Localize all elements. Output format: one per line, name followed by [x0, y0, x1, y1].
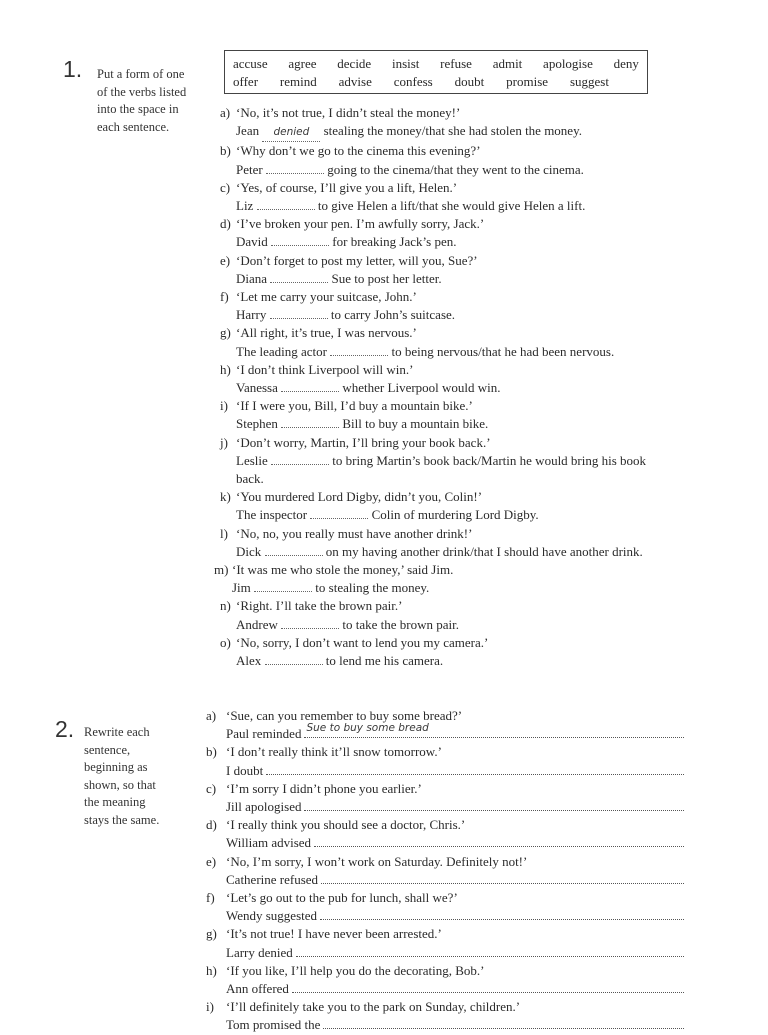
item-label: n): [220, 598, 231, 614]
item-rest: Sue to post her letter.: [331, 270, 442, 286]
rewrite-start: Wendy suggested: [226, 908, 318, 924]
item-blank[interactable]: [271, 245, 329, 246]
exercise-2-instruction: [84, 724, 184, 829]
item-rest: whether Liverpool would win.: [342, 380, 501, 396]
item-prompt: ‘All right, it’s true, I was nervous.’: [236, 325, 417, 341]
exercise-2-list: [206, 707, 684, 1035]
rewrite-line: [226, 798, 684, 816]
item-blank[interactable]: [262, 122, 320, 142]
item-rest: to give Helen a lift/that she would give Helen a lift.: [317, 198, 586, 214]
item-prompt: ‘I don’t think Liverpool will win.’: [236, 361, 414, 377]
item-label: h): [220, 361, 231, 377]
item-blank[interactable]: [271, 464, 329, 465]
rewrite-start: Larry denied: [226, 944, 293, 960]
item-blank[interactable]: [310, 518, 368, 519]
exercise-2-item: [206, 853, 684, 889]
item-rest: to take the brown pair.: [342, 616, 459, 632]
item-label: i): [206, 999, 214, 1015]
verb-word: remind: [279, 74, 317, 89]
verb-list-box: [224, 50, 648, 94]
item-prompt: ‘No, no, you really must have another drink!’: [236, 525, 473, 541]
rewrite-blank[interactable]: [304, 798, 684, 811]
item-subject: Leslie: [236, 452, 268, 468]
item-rest: to stealing the money.: [315, 580, 430, 596]
item-prompt: ‘Let’s go out to the pub for lunch, shall we?’: [226, 890, 458, 906]
item-blank[interactable]: [257, 209, 315, 210]
item-blank[interactable]: [265, 555, 323, 556]
exercise-2-item: [206, 816, 684, 852]
item-answer-line: [236, 543, 670, 561]
exercise-2-item: [206, 780, 684, 816]
item-prompt: ‘No, sorry, I don’t want to lend you my camera.’: [236, 634, 489, 650]
handwritten-answer: denied: [273, 126, 310, 139]
verb-word: insist: [391, 56, 420, 71]
item-rest: for breaking Jack’s pen.: [332, 234, 457, 250]
item-label: f): [220, 289, 229, 305]
item-prompt: ‘If I were you, Bill, I’d buy a mountain bike.’: [236, 398, 473, 414]
item-rest: to lend me his camera.: [325, 653, 444, 669]
item-rest: going to the cinema/that they went to the cinema.: [327, 161, 584, 177]
item-label: j): [220, 434, 228, 450]
exercise-2-number: 2.: [55, 716, 75, 742]
item-answer-line: [236, 452, 670, 488]
item-blank[interactable]: [265, 664, 323, 665]
item-answer-line: [236, 122, 670, 142]
item-label: b): [206, 744, 217, 760]
exercise-2-item: [206, 925, 684, 961]
item-label: d): [220, 216, 231, 232]
exercise-2-item: [206, 962, 684, 998]
rewrite-blank[interactable]: [320, 907, 684, 920]
exercise-2-item: [206, 889, 684, 925]
exercise-1-item: [220, 252, 670, 288]
item-answer-line: [236, 161, 670, 179]
exercise-1-item: [220, 634, 670, 670]
item-label: o): [220, 634, 231, 650]
item-label: g): [206, 926, 217, 942]
item-label: g): [220, 325, 231, 341]
item-rest: stealing the money/that she had stolen the money.: [323, 123, 582, 139]
item-blank[interactable]: [281, 391, 339, 392]
item-rest: on my having another drink/that I should have another drink.: [325, 543, 643, 559]
rewrite-line: [226, 944, 684, 962]
instruction-line: sentence,: [84, 742, 131, 757]
item-subject: The leading actor: [236, 343, 327, 359]
exercise-1-instruction: [97, 66, 207, 136]
item-subject: Harry: [236, 307, 267, 323]
item-subject: Jean: [236, 123, 260, 139]
verb-word: decide: [337, 56, 372, 71]
rewrite-start: William advised: [226, 835, 312, 851]
item-label: c): [220, 179, 231, 195]
instruction-line: the meaning: [84, 795, 146, 809]
exercise-1-item: [220, 288, 670, 324]
item-blank[interactable]: [281, 427, 339, 428]
verb-word: advise: [338, 74, 372, 89]
item-subject: Diana: [236, 270, 268, 286]
item-prompt: ‘Yes, of course, I’ll give you a lift, Helen.’: [236, 179, 458, 195]
exercise-1-item: [220, 104, 670, 142]
item-label: d): [206, 817, 217, 833]
item-subject: Jim: [232, 580, 251, 596]
verb-word: agree: [288, 56, 317, 71]
item-prompt: ‘Don’t worry, Martin, I’ll bring your book back.’: [236, 434, 491, 450]
rewrite-start: Ann offered: [226, 981, 289, 997]
item-prompt: ‘I’ll definitely take you to the park on Sunday, children.’: [226, 999, 521, 1015]
rewrite-blank[interactable]: [304, 722, 684, 738]
instruction-line: beginning as: [84, 760, 148, 774]
exercise-1-list: [214, 104, 670, 670]
exercise-2-item: [206, 707, 684, 743]
exercise-1-item: [220, 215, 670, 251]
item-answer-line: [236, 506, 670, 524]
rewrite-line: [226, 834, 684, 852]
verb-list-row: [233, 73, 639, 91]
rewrite-start: Paul reminded: [226, 726, 302, 742]
item-subject: The inspector: [236, 507, 308, 523]
verb-word: confess: [393, 74, 433, 89]
rewrite-line: [226, 1016, 684, 1034]
exercise-1-item: [220, 324, 670, 360]
item-subject: Alex: [236, 653, 262, 669]
rewrite-line: [226, 907, 684, 925]
item-prompt: ‘Let me carry your suitcase, John.’: [236, 289, 417, 305]
exercise-1-item: [220, 597, 670, 633]
item-label: a): [206, 708, 217, 723]
item-label: f): [206, 890, 215, 906]
verb-word: admit: [492, 56, 523, 71]
item-prompt: ‘Sue, can you remember to buy some bread?’: [226, 708, 463, 723]
item-answer-line: [232, 579, 670, 597]
item-prompt: ‘No, I’m sorry, I won’t work on Saturday. Definitely not!’: [226, 853, 528, 869]
rewrite-start: Tom promised the: [226, 1017, 321, 1033]
item-prompt: ‘If you like, I’ll help you do the decorating, Bob.’: [226, 962, 485, 978]
item-label: l): [220, 525, 228, 541]
verb-word: doubt: [454, 74, 485, 89]
item-label: i): [220, 398, 228, 414]
item-label: a): [220, 105, 231, 120]
exercise-1-item: [220, 434, 670, 489]
rewrite-blank[interactable]: [292, 980, 684, 993]
item-prompt: ‘I really think you should see a doctor, Chris.’: [226, 817, 466, 833]
item-blank[interactable]: [330, 355, 388, 356]
rewrite-line: [226, 762, 684, 780]
rewrite-line: [226, 980, 684, 998]
instruction-line: of the verbs listed: [97, 84, 187, 99]
exercise-1-item: [220, 179, 670, 215]
item-label: e): [220, 252, 231, 268]
item-subject: Andrew: [236, 616, 278, 632]
item-answer-line: [236, 343, 670, 361]
exercise-1-item: [220, 397, 670, 433]
item-prompt: ‘Why don’t we go to the cinema this evening?’: [236, 143, 481, 159]
rewrite-line: [226, 871, 684, 889]
item-label: k): [220, 489, 231, 505]
rewrite-start: I doubt: [226, 762, 264, 778]
item-blank[interactable]: [270, 282, 328, 283]
item-blank[interactable]: [270, 318, 328, 319]
item-subject: Liz: [236, 198, 254, 214]
verb-word: promise: [506, 74, 549, 89]
item-answer-line: [236, 270, 670, 288]
item-prompt: ‘Right. I’ll take the brown pair.’: [236, 598, 403, 614]
rewrite-blank[interactable]: [314, 834, 684, 847]
rewrite-blank[interactable]: [323, 1016, 684, 1029]
item-rest: Bill to buy a mountain bike.: [342, 416, 489, 432]
exercise-2-item: [206, 998, 684, 1034]
rewrite-blank[interactable]: [266, 762, 684, 775]
exercise-1-item: [214, 561, 670, 597]
handwritten-answer: Sue to buy some bread: [306, 722, 429, 734]
verb-word: offer: [233, 74, 259, 89]
rewrite-blank[interactable]: [321, 871, 684, 884]
item-prompt: ‘You murdered Lord Digby, didn’t you, Colin!’: [236, 489, 483, 505]
item-prompt: ‘It was me who stole the money,’ said Jim.: [232, 562, 454, 578]
item-rest: to being nervous/that he had been nervous.: [391, 343, 615, 359]
item-label: b): [220, 143, 231, 159]
rewrite-line: [226, 722, 684, 743]
item-answer-line: [236, 197, 670, 215]
rewrite-start: Jill apologised: [226, 799, 302, 815]
item-label: e): [206, 853, 217, 869]
item-answer-line: [236, 616, 670, 634]
item-prompt: ‘Don’t forget to post my letter, will you, Sue?’: [236, 252, 478, 268]
verb-word: accuse: [233, 56, 268, 71]
instruction-line: stays the same.: [84, 812, 160, 827]
item-prompt: ‘I’m sorry I didn’t phone you earlier.’: [226, 780, 422, 796]
item-answer-line: [236, 652, 670, 670]
exercise-1-item: [220, 142, 670, 178]
exercise-2-item: [206, 743, 684, 779]
exercise-1-item: [220, 488, 670, 524]
verb-word: apologise: [543, 56, 593, 71]
item-subject: Vanessa: [236, 380, 278, 396]
instruction-line: into the space in: [97, 102, 179, 116]
verb-word: deny: [613, 56, 639, 71]
verb-list-row: [233, 55, 639, 73]
item-blank[interactable]: [281, 628, 339, 629]
item-answer-line: [236, 379, 670, 397]
item-subject: Stephen: [236, 416, 278, 432]
rewrite-start: Catherine refused: [226, 871, 319, 887]
verb-word: suggest: [569, 74, 609, 89]
item-blank[interactable]: [266, 173, 324, 174]
instruction-line: Rewrite each: [84, 725, 150, 739]
item-prompt: ‘It’s not true! I have never been arrested.’: [226, 926, 442, 942]
item-rest: Colin of murdering Lord Digby.: [371, 507, 539, 523]
item-answer-line: [236, 306, 670, 324]
rewrite-blank[interactable]: [296, 944, 684, 957]
item-label: c): [206, 780, 217, 796]
item-rest: to carry John’s suitcase.: [330, 307, 456, 323]
item-subject: Peter: [236, 161, 263, 177]
item-subject: David: [236, 234, 268, 250]
item-rest: to bring Martin’s book back/Martin he would bring his book back.: [236, 452, 647, 487]
item-answer-line: [236, 415, 670, 433]
item-subject: Dick: [236, 543, 262, 559]
verb-word: refuse: [440, 56, 472, 71]
exercise-1-item: [220, 525, 670, 561]
item-answer-line: [236, 233, 670, 251]
item-blank[interactable]: [254, 591, 312, 592]
instruction-line: each sentence.: [97, 119, 170, 134]
item-prompt: ‘I’ve broken your pen. I’m awfully sorry, Jack.’: [236, 216, 485, 232]
item-prompt: ‘I don’t really think it’ll snow tomorrow.’: [226, 744, 442, 760]
instruction-line: shown, so that: [84, 777, 156, 792]
instruction-line: Put a form of one: [97, 67, 185, 81]
exercise-1-number: 1.: [63, 56, 83, 82]
item-prompt: ‘No, it’s not true, I didn’t steal the money!’: [236, 105, 461, 120]
exercise-1-item: [220, 361, 670, 397]
item-label: h): [206, 962, 217, 978]
item-label: m): [214, 562, 229, 578]
